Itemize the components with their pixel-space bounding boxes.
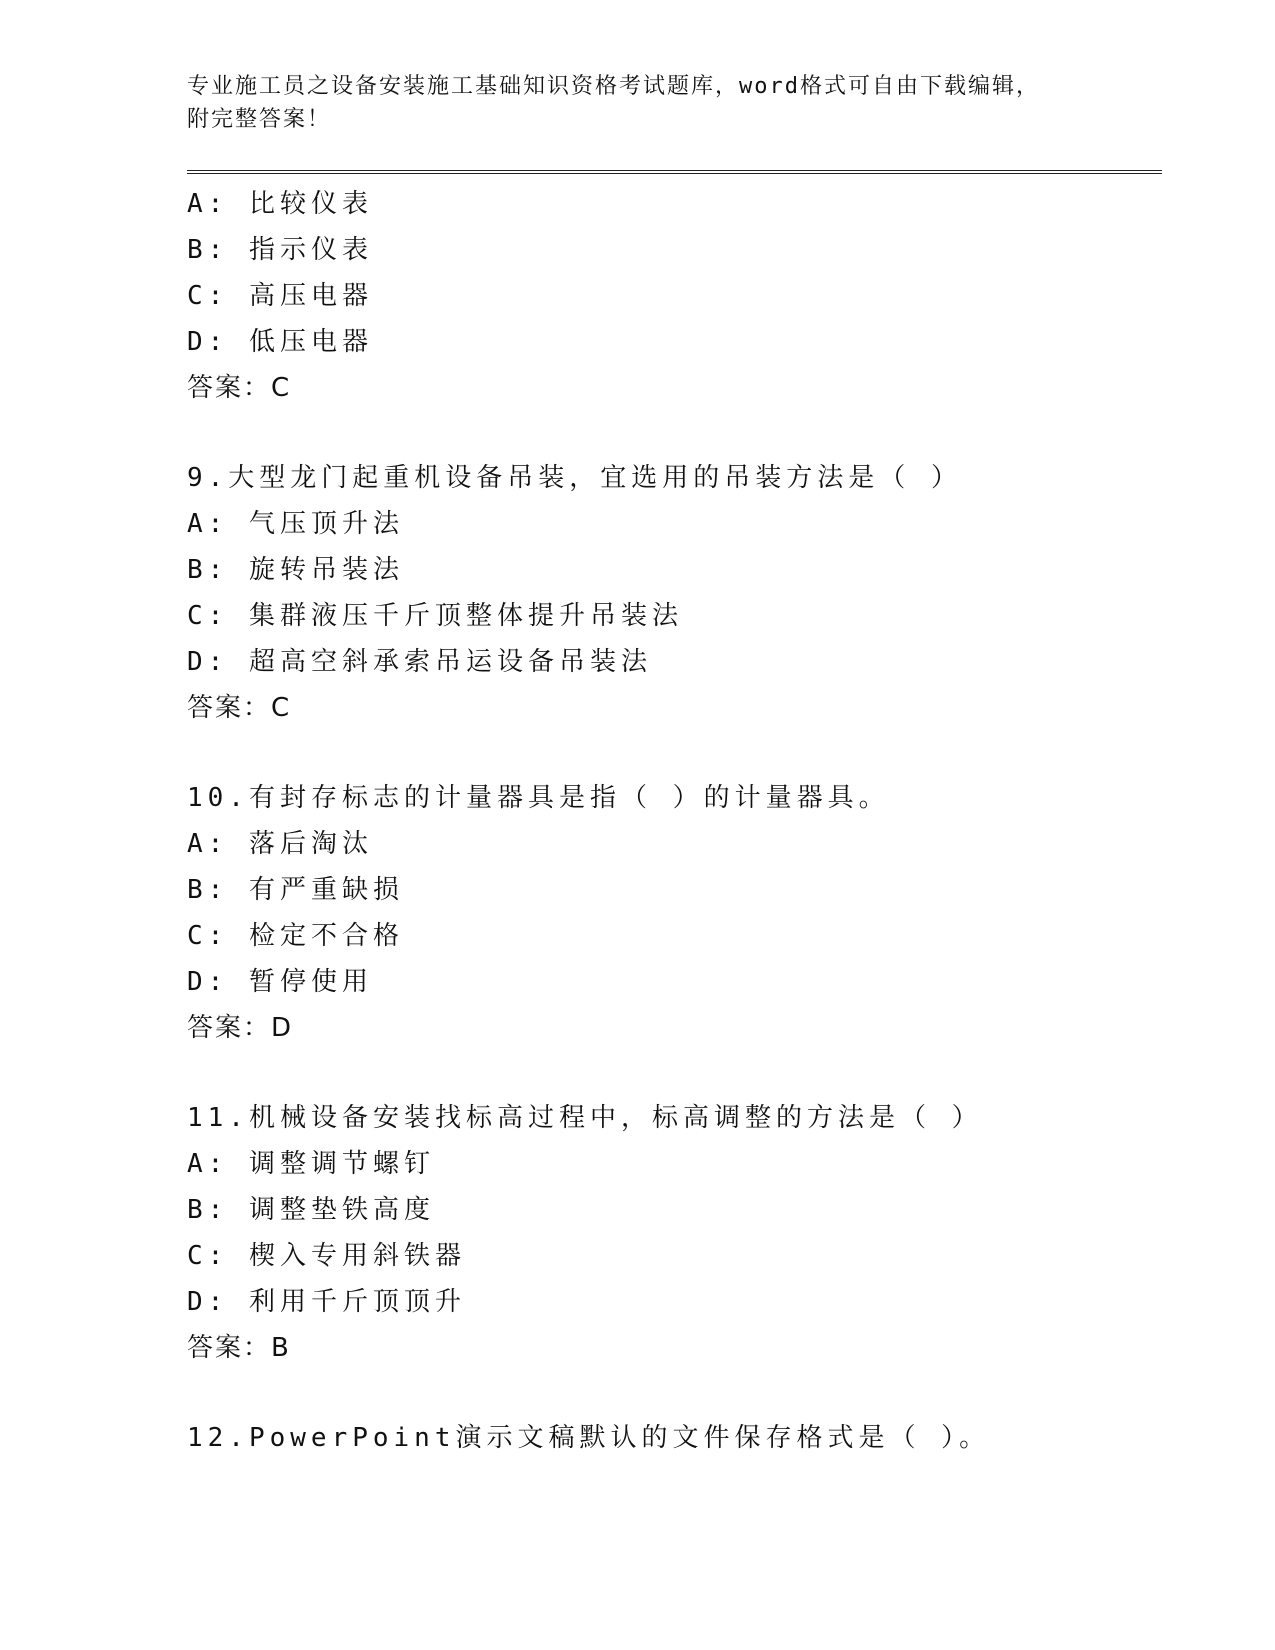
q12-question: 12.PowerPoint演示文稿默认的文件保存格式是（ ）。	[187, 1423, 991, 1453]
q10-option-a: A: 落后淘汰	[187, 829, 373, 859]
question-11-block	[187, 1095, 1162, 1371]
q9-option-a: A: 气压顶升法	[187, 509, 404, 539]
q10-option-b: B: 有严重缺损	[187, 875, 404, 905]
q9-option-d: D: 超高空斜承索吊运设备吊装法	[187, 647, 652, 677]
question-12-block	[187, 1415, 1162, 1461]
q9-option-c: C: 集群液压千斤顶整体提升吊装法	[187, 601, 683, 631]
document-header	[187, 70, 1162, 136]
spacer	[187, 731, 1162, 775]
q11-answer: 答案：B	[187, 1333, 291, 1363]
q8-option-b: B: 指示仪表	[187, 235, 373, 265]
spacer	[187, 1371, 1162, 1415]
q8-option-c: C: 高压电器	[187, 281, 373, 311]
header-divider	[187, 170, 1162, 174]
question-9-block	[187, 455, 1162, 731]
q10-question: 10.有封存标志的计量器具是指（ ）的计量器具。	[187, 783, 890, 813]
question-10-block	[187, 775, 1162, 1051]
q8-answer: 答案：C	[187, 373, 292, 403]
q9-question: 9.大型龙门起重机设备吊装，宜选用的吊装方法是（ ）	[187, 463, 962, 493]
q8-option-a: A: 比较仪表	[187, 189, 373, 219]
q10-option-d: D: 暂停使用	[187, 967, 373, 997]
q10-answer: 答案：D	[187, 1013, 294, 1043]
document-page	[187, 70, 1162, 1461]
q11-question: 11.机械设备安装找标高过程中，标高调整的方法是（ ）	[187, 1103, 983, 1133]
q11-option-a: A: 调整调节螺钉	[187, 1149, 435, 1179]
spacer	[187, 1051, 1162, 1095]
header-line-2: 附完整答案！	[187, 107, 332, 132]
q9-answer: 答案：C	[187, 693, 292, 723]
q11-option-b: B: 调整垫铁高度	[187, 1195, 435, 1225]
q9-option-b: B: 旋转吊装法	[187, 555, 404, 585]
header-line-1: 专业施工员之设备安装施工基础知识资格考试题库，word格式可自由下载编辑，	[187, 74, 1040, 99]
q8-option-d: D: 低压电器	[187, 327, 373, 357]
q11-option-c: C: 楔入专用斜铁器	[187, 1241, 466, 1271]
question-8-block	[187, 181, 1162, 411]
q10-option-c: C: 检定不合格	[187, 921, 404, 951]
q11-option-d: D: 利用千斤顶顶升	[187, 1287, 466, 1317]
spacer	[187, 411, 1162, 455]
